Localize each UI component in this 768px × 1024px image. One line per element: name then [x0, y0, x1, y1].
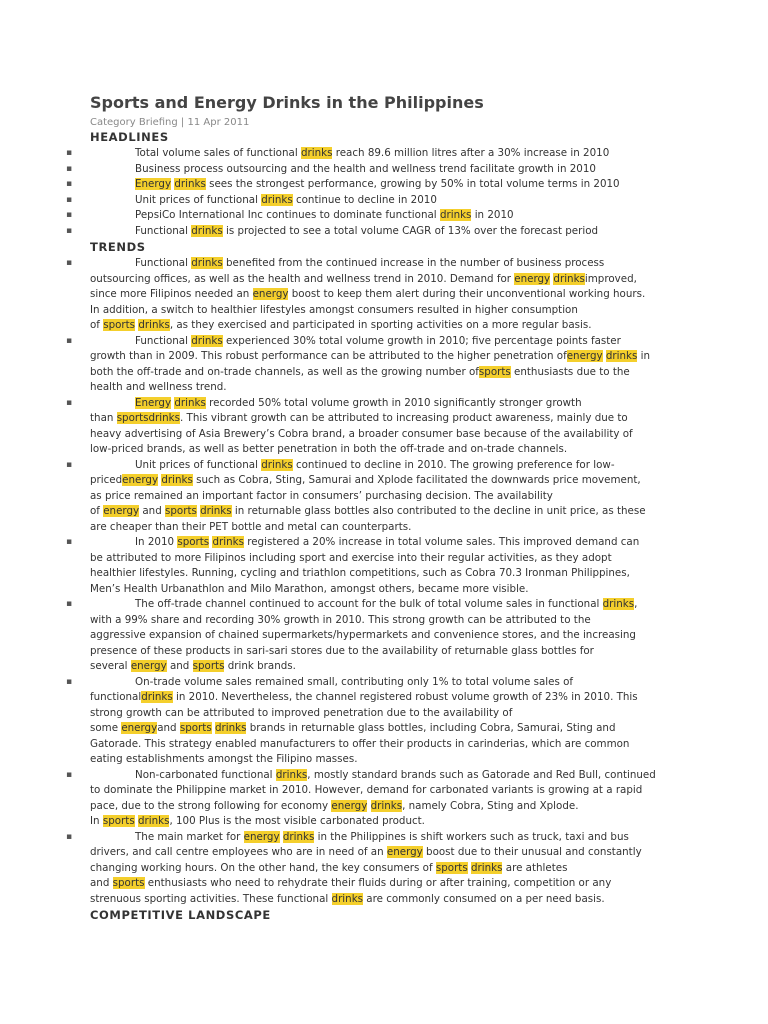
highlighted-term: sports	[179, 722, 212, 734]
text-run: Unit prices of functional	[135, 193, 262, 206]
text-line	[90, 783, 660, 799]
highlighted-term: drinks	[191, 257, 223, 269]
highlighted-term: drinks	[212, 536, 244, 548]
text-run: outsourcing offices, as well as the health and wellness trend in 2010. Demand for	[90, 272, 515, 285]
text-run: In 2010	[135, 536, 178, 548]
text-line	[90, 193, 660, 209]
briefing-meta: Category Briefing | 11 Apr 2011	[90, 117, 250, 128]
highlighted-term: energy	[252, 288, 289, 300]
text-run: brands in returnable glass bottles, including Cobra, Samurai, Sting and	[246, 722, 616, 734]
text-run: improved,	[584, 272, 637, 285]
text-run: boost due to their unusual and constantly	[422, 846, 642, 858]
highlighted-term: sports	[478, 365, 511, 378]
highlighted-term: Energy	[135, 396, 172, 409]
text-run: changing working hours. On the other hand, the key consumers of	[90, 861, 436, 874]
highlighted-term: sports	[177, 536, 210, 548]
section-heading-headlines: HEADLINES	[90, 130, 169, 144]
text-run: in the Philippines is shift workers such as truck, taxi and bus	[314, 830, 629, 843]
text-run: , namely Cobra, Sting and Xplode.	[402, 799, 579, 812]
text-line	[90, 303, 660, 319]
bullet-icon: ▪	[66, 676, 73, 687]
text-line	[90, 597, 660, 613]
bullet-icon: ▪	[66, 537, 73, 547]
text-line	[90, 427, 660, 443]
highlighted-term: drinks	[161, 474, 193, 486]
text-line	[90, 318, 660, 334]
text-run: drivers, and call centre employees who are in need of an	[90, 846, 387, 858]
highlighted-term: drinks	[605, 350, 638, 362]
text-run: in 2010. Nevertheless, the channel registered robust volume growth of 23% in 2010. This	[172, 691, 638, 703]
text-run: be attributed to more Filipinos including sport and exercise into their regular activities, as they adopt	[90, 551, 612, 564]
text-run: PepsiCo International Inc continues to dominate functional	[135, 209, 440, 221]
text-line	[90, 208, 660, 224]
highlighted-term: drinks	[191, 334, 223, 347]
text-line	[90, 613, 660, 629]
text-run: The main market for	[135, 830, 244, 843]
highlighted-term: drinks	[138, 319, 170, 331]
text-line	[90, 721, 660, 737]
text-run: of	[90, 319, 104, 331]
highlighted-term: sports	[112, 877, 145, 889]
text-run: . This vibrant growth can be attributed to increasing product awareness, mainly due to	[180, 412, 628, 424]
text-run: and	[139, 505, 166, 517]
text-run: in	[637, 350, 651, 362]
text-line	[90, 690, 660, 706]
text-line	[90, 256, 660, 272]
text-line	[90, 334, 660, 350]
text-line	[90, 162, 660, 178]
text-line	[90, 752, 660, 768]
highlighted-term: drinks	[331, 892, 364, 905]
highlighted-term: drinks	[261, 193, 293, 206]
highlighted-term: drinks	[191, 224, 223, 237]
bullet-icon: ▪	[66, 335, 73, 346]
text-run: low-priced brands, as well as better penetration in both the off-trade and on-trade channels.	[90, 443, 568, 455]
highlighted-term: energy	[121, 722, 158, 734]
bullet-icon: ▪	[66, 194, 73, 205]
highlighted-term: drinks	[370, 799, 403, 812]
highlighted-term: Energy	[135, 178, 172, 190]
text-line	[90, 489, 660, 505]
bullet-icon: ▪	[66, 148, 73, 158]
text-line	[90, 659, 660, 675]
text-run: drink brands.	[224, 660, 296, 672]
bullet-icon: ▪	[66, 210, 73, 220]
bullet-icon: ▪	[66, 769, 73, 780]
highlighted-term: sportsdrinks	[116, 412, 181, 424]
list-item	[0, 146, 660, 162]
text-run: in returnable glass bottles also contributed to the decline in unit price, as these	[231, 505, 646, 517]
highlighted-term: drinks	[439, 209, 472, 221]
text-run: health and wellness trend.	[90, 381, 227, 393]
text-line	[90, 287, 660, 303]
text-run: as price remained an important factor in consumers’ purchasing decision. The availability	[90, 489, 553, 502]
highlighted-term: energy	[514, 272, 551, 285]
text-line	[90, 737, 660, 753]
highlighted-term: energy	[386, 846, 423, 858]
list-item	[0, 458, 660, 536]
text-run: are athletes	[502, 861, 568, 874]
text-run: , 100 Plus is the most visible carbonated product.	[169, 815, 425, 827]
text-run: is projected to see a total volume CAGR of 13% over the forecast period	[222, 224, 599, 237]
text-run: priced	[90, 474, 123, 486]
text-run: growth than in 2009. This robust performance can be attributed to the higher penetration of	[90, 350, 567, 362]
bullet-icon: ▪	[66, 459, 73, 470]
bullet-icon: ▪	[66, 397, 73, 408]
text-line	[90, 675, 660, 691]
text-run: reach 89.6 million litres after a 30% increase in 2010	[332, 147, 610, 159]
highlighted-term: energy	[103, 505, 140, 517]
text-line	[90, 845, 660, 861]
text-run: On-trade volume sales remained small, contributing only 1% to total volume sales of	[135, 675, 574, 688]
text-line	[90, 799, 660, 815]
highlighted-term: drinks	[471, 861, 503, 874]
highlighted-term: sports	[192, 660, 225, 672]
page-title: Sports and Energy Drinks in the Philippines	[90, 93, 484, 112]
text-run: and	[157, 722, 180, 734]
text-line	[90, 272, 660, 288]
text-line	[90, 177, 660, 193]
list-item	[0, 830, 660, 908]
highlighted-term: drinks	[553, 272, 585, 285]
highlighted-term: energy	[122, 474, 159, 486]
text-run: Functional	[135, 257, 192, 269]
bullet-icon: ▪	[66, 599, 73, 609]
text-run: to dominate the Philippine market in 2010. However, demand for carbonated variants is growing at a rapid	[90, 784, 643, 796]
text-run: enthusiasts due to the	[510, 365, 630, 378]
text-line	[90, 628, 660, 644]
list-item	[0, 675, 660, 768]
list-item	[0, 256, 660, 334]
list-item	[0, 162, 660, 178]
text-run: recorded 50% total volume growth in 2010 significantly stronger growth	[205, 396, 582, 409]
text-run: and	[166, 660, 193, 672]
text-run: heavy advertising of Asia Brewery’s Cobra brand, a broader consumer base because of the availability of	[90, 427, 633, 440]
highlighted-term: drinks	[602, 598, 635, 610]
text-run: and	[90, 877, 113, 889]
text-run: Men’s Health Urbanathlon and Milo Marathon, amongst others, became more visible.	[90, 582, 529, 595]
text-run: than	[90, 412, 117, 424]
text-run: Total volume sales of functional	[135, 147, 301, 159]
highlighted-term: drinks	[200, 505, 232, 517]
text-run: experienced 30% total volume growth in 2010; five percentage points faster	[222, 334, 621, 347]
highlighted-term: energy	[243, 830, 280, 843]
section-heading-competitive-landscape: COMPETITIVE LANDSCAPE	[90, 908, 271, 922]
text-run: several	[90, 660, 131, 672]
text-line	[90, 458, 660, 474]
text-run: strenuous sporting activities. These functional	[90, 892, 332, 905]
list-item	[0, 334, 660, 396]
highlighted-term: drinks	[174, 178, 206, 190]
highlighted-term: sports	[165, 505, 197, 517]
list-item	[0, 208, 660, 224]
text-line	[90, 146, 660, 162]
headlines-list	[0, 146, 768, 239]
text-run: some	[90, 722, 122, 734]
section-heading-trends: TRENDS	[90, 240, 146, 254]
text-run: are commonly consumed on a per need basis.	[363, 892, 605, 905]
text-line	[90, 520, 660, 536]
bullet-icon: ▪	[66, 258, 73, 268]
text-run: Functional	[135, 334, 192, 347]
list-item	[0, 597, 660, 675]
bullet-icon: ▪	[66, 831, 73, 842]
text-run: strong growth can be attributed to improved penetration due to the availability of	[90, 706, 513, 719]
list-item	[0, 396, 660, 458]
list-item	[0, 193, 660, 209]
text-line	[90, 224, 660, 240]
text-line	[90, 365, 660, 381]
highlighted-term: energy	[331, 799, 368, 812]
text-run: Unit prices of functional	[135, 458, 262, 471]
text-line	[90, 582, 660, 598]
text-run: , mostly standard brands such as Gatorade and Red Bull, continued	[307, 768, 656, 781]
text-run: ,	[634, 598, 638, 610]
highlighted-term: drinks	[275, 768, 308, 781]
text-run: , as they exercised and participated in sporting activities on a more regular basis.	[169, 319, 592, 331]
text-run: presence of these products in sari-sari stores due to the availability of returnable glass bottles for	[90, 644, 594, 657]
text-run: Business process outsourcing and the health and wellness trend facilitate growth in 2010	[135, 162, 596, 175]
highlighted-term: drinks	[282, 830, 315, 843]
text-run: In	[90, 815, 103, 827]
highlighted-term: energy	[566, 350, 603, 362]
text-run: registered a 20% increase in total volume sales. This improved demand can	[243, 536, 640, 548]
highlighted-term: sports	[435, 861, 468, 874]
bullet-icon: ▪	[66, 225, 73, 236]
text-run: in 2010	[471, 209, 514, 221]
text-run: Non-carbonated functional	[135, 768, 276, 781]
text-line	[90, 396, 660, 412]
list-item	[0, 177, 660, 193]
list-item	[0, 768, 660, 830]
text-run: continue to decline in 2010	[292, 193, 437, 206]
trends-list	[0, 256, 768, 907]
text-line	[90, 473, 660, 489]
text-line	[90, 876, 660, 892]
text-line	[90, 861, 660, 877]
text-line	[90, 814, 660, 830]
text-line	[90, 442, 660, 458]
text-run: enthusiasts who need to rehydrate their fluids during or after training, competition or any	[144, 877, 612, 889]
text-line	[90, 551, 660, 567]
highlighted-term: drinks	[261, 458, 293, 471]
text-run: The off-trade channel continued to account for the bulk of total volume sales in functional	[135, 598, 603, 610]
text-line	[90, 830, 660, 846]
text-run: benefited from the continued increase in the number of business process	[222, 257, 605, 269]
text-run: such as Cobra, Sting, Samurai and Xplode facilitated the downwards price movement,	[192, 474, 641, 486]
text-run: since more Filipinos needed an	[90, 288, 253, 300]
text-line	[90, 644, 660, 660]
highlighted-term: drinks	[141, 691, 173, 703]
text-run: In addition, a switch to healthier lifestyles amongst consumers resulted in higher consumption	[90, 303, 578, 316]
text-line	[90, 504, 660, 520]
text-line	[90, 349, 660, 365]
highlighted-term: drinks	[214, 722, 247, 734]
text-run: continued to decline in 2010. The growing preference for low-	[292, 458, 615, 471]
text-run: eating establishments amongst the Filipino masses.	[90, 753, 358, 765]
text-line	[90, 768, 660, 784]
text-run: both the off-trade and on-trade channels, as well as the growing number of	[90, 365, 479, 378]
text-line	[90, 411, 660, 427]
highlighted-term: drinks	[137, 815, 170, 827]
highlighted-term: drinks	[174, 396, 206, 409]
highlighted-term: energy	[130, 660, 167, 672]
text-run: with a 99% share and recording 30% growth in 2010. This strong growth can be attributed to the	[90, 613, 591, 626]
highlighted-term: drinks	[300, 147, 333, 159]
list-item	[0, 535, 660, 597]
text-run: boost to keep them alert during their unconventional working hours.	[288, 288, 646, 300]
text-run: are cheaper than their PET bottle and metal can counterparts.	[90, 520, 412, 533]
text-run: pace, due to the strong following for economy	[90, 799, 332, 812]
text-run: sees the strongest performance, growing by 50% in total volume terms in 2010	[205, 178, 620, 190]
text-run: healthier lifestyles. Running, cycling and triathlon competitions, such as Cobra 70.3 Ironman Philippines,	[90, 567, 630, 579]
text-run: Functional	[135, 224, 192, 237]
highlighted-term: sports	[103, 319, 136, 331]
text-line	[90, 380, 660, 396]
bullet-icon: ▪	[66, 163, 73, 174]
text-run: of	[90, 505, 104, 517]
text-run: Gatorade. This strategy enabled manufacturers to offer their products in carinderias, which are common	[90, 737, 630, 750]
bullet-icon: ▪	[66, 179, 73, 189]
text-run: aggressive expansion of chained supermarkets/hypermarkets and convenience stores, and the increasing	[90, 629, 636, 641]
highlighted-term: sports	[102, 815, 135, 827]
text-run: functional	[90, 691, 142, 703]
text-line	[90, 706, 660, 722]
text-line	[90, 535, 660, 551]
list-item	[0, 224, 660, 240]
text-line	[90, 566, 660, 582]
text-line	[90, 892, 660, 908]
